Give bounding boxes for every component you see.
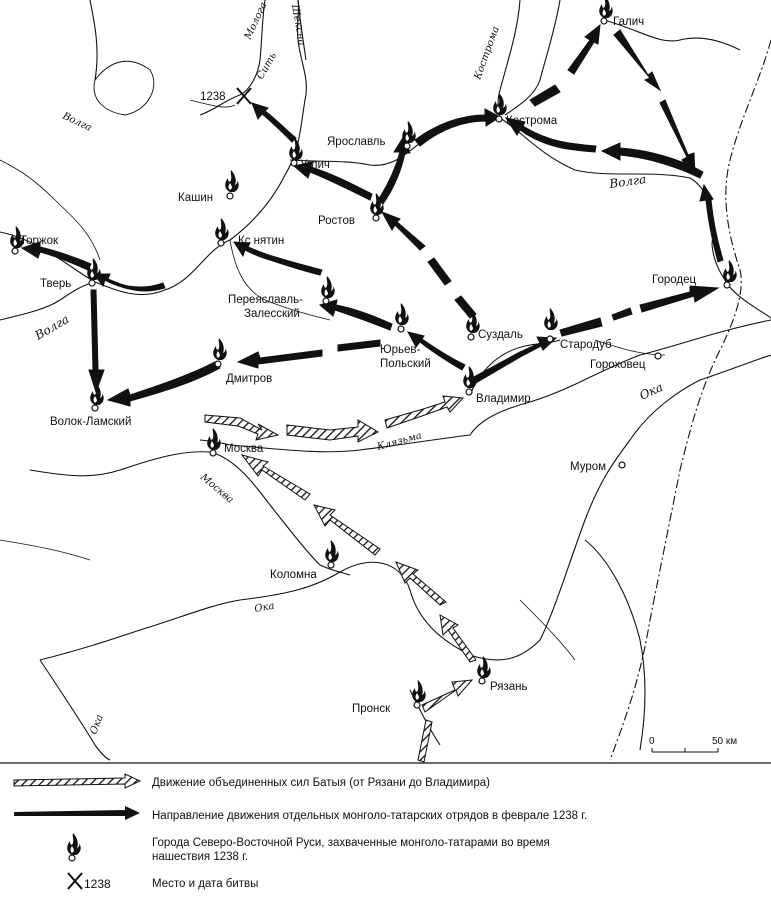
river-label-moskva: Москва	[198, 471, 236, 506]
legend-black-arrow	[14, 806, 140, 820]
city-circle-icon	[328, 562, 334, 568]
city-circle-icon	[92, 405, 98, 411]
city-circle-icon	[227, 193, 233, 199]
arrow-ksnyatin-tver	[94, 274, 165, 291]
fire-icon	[87, 258, 100, 280]
arrow-starodub-gorodets-2	[640, 286, 718, 312]
city-circle-icon	[218, 240, 224, 246]
fire-icon	[412, 680, 425, 702]
city-circle-icon	[89, 280, 95, 286]
river-label-mologa: Молога	[242, 0, 270, 42]
city-circle-icon	[373, 215, 379, 221]
city-circle-icon	[619, 462, 625, 468]
city-label-suzdal: Суздаль	[478, 329, 523, 341]
arrow-suzdal-rostov-3	[382, 212, 425, 250]
legend-item-1: Движение объединенных сил Батыя (от Рязани до Владимира)	[152, 777, 490, 789]
city-label-murom: Муром	[570, 461, 607, 473]
city-label-dmitrov: Дмитров	[226, 373, 273, 385]
hatched-arrow-1	[418, 720, 432, 762]
city-circle-icon	[404, 143, 410, 149]
river-label-kostroma: Кострома	[472, 25, 502, 82]
detachment-routes	[22, 25, 723, 406]
river-label-oka-east: Ока	[637, 379, 666, 403]
city-label-ryazan: Рязань	[490, 681, 528, 693]
city-label-yuryev-1: Юрьев-	[380, 344, 421, 356]
arrow-dmitrov-volok	[108, 362, 220, 406]
fire-icon	[599, 0, 612, 18]
city-circle-icon	[210, 450, 216, 456]
arrow-gorodets-north	[700, 185, 723, 262]
crossed-swords-icon	[68, 873, 82, 889]
crossed-swords-icon	[237, 88, 251, 104]
city-circle-icon	[547, 336, 553, 342]
fire-icon	[402, 121, 415, 143]
river-oka-lower	[40, 660, 110, 760]
fire-icon	[225, 170, 238, 192]
city-label-pereslavl-1: Переяславль-	[228, 294, 303, 306]
river-trib-6	[0, 540, 90, 560]
legend-item-2: Направление движения отдельных монголо-татарских отрядов в феврале 1238 г.	[152, 810, 588, 822]
legend	[0, 763, 771, 891]
city-label-tver: Тверь	[40, 278, 72, 290]
arrow-yaroslavl-kostroma	[415, 109, 500, 146]
legend-item-4: Место и дата битвы	[152, 878, 259, 890]
hatched-arrow-5	[314, 505, 380, 555]
hatched-arrow-6	[242, 455, 310, 500]
arrow-dmitrov-left	[238, 350, 322, 368]
fire-icon	[213, 338, 226, 360]
city-label-ksnyatin: Кс нятин	[238, 235, 285, 247]
hatched-arrow-4	[396, 562, 446, 605]
river-oka	[40, 355, 771, 660]
city-label-vladimir: Владимир	[476, 393, 531, 405]
city-circle-icon	[414, 702, 420, 708]
boundary-line	[610, 40, 771, 760]
river-kostroma-north	[505, 0, 560, 115]
city-label-galich: Галич	[613, 16, 645, 28]
city-label-yuryev-2: Польский	[380, 358, 431, 370]
arrow-suzdal-rostov-2	[428, 258, 451, 285]
battle-year-label: 1238	[200, 91, 226, 103]
legend-hatched-arrow	[14, 774, 140, 788]
arrow-yuryev-dmitrov	[338, 340, 380, 351]
city-circle-icon	[291, 160, 297, 166]
city-circle-icon	[655, 353, 661, 359]
river-label-oka-middle: Ока	[253, 600, 276, 615]
captured-city-markers	[10, 0, 736, 702]
city-label-pronsk: Пронск	[352, 703, 391, 715]
river-oka-branch	[585, 540, 645, 750]
arrow-yuryev-pereslavl	[320, 300, 392, 330]
city-label-uglich: Углич	[300, 159, 330, 171]
city-label-gorodets: Городец	[652, 274, 697, 286]
fire-icon	[493, 93, 506, 115]
river-label-klyazma: Клязьма	[375, 430, 424, 453]
river-labels	[32, 1, 666, 736]
arrow-kostroma-galich-2	[568, 25, 600, 74]
fire-icon	[215, 218, 228, 240]
fire-icon	[207, 428, 220, 450]
river-mologa-west	[90, 0, 97, 80]
city-circle-icon	[12, 248, 18, 254]
river-label-sheksna: Шексна	[289, 3, 308, 47]
river-nerl	[470, 340, 560, 395]
city-label-pereslavl-2: Залесский	[244, 308, 300, 320]
scale-end-label: 50 км	[712, 736, 738, 747]
city-circle-icon	[466, 389, 472, 395]
arrow-vladimir-starodub	[472, 337, 556, 384]
arrow-tver-volok	[89, 290, 104, 392]
city-circle-icon	[398, 326, 404, 332]
fire-icon	[90, 383, 103, 405]
city-label-gorokhovets: Гороховец	[590, 359, 646, 371]
city-circle-icon	[468, 334, 474, 340]
fire-icon	[67, 833, 80, 855]
city-labels	[20, 16, 696, 715]
arrow-kostroma-galich-1	[530, 85, 560, 106]
city-label-kostroma: Кострома	[506, 115, 558, 127]
legend-item-3-line-1: Города Северо-Восточной Руси, захваченные монголо-татарами во время	[152, 837, 550, 849]
scale-bar	[649, 736, 737, 752]
scale-zero-label: 0	[649, 736, 655, 747]
fire-icon	[395, 303, 408, 325]
hatched-arrow-2	[422, 680, 472, 712]
city-label-kashin: Кашин	[178, 192, 214, 204]
river-label-mologa-lake: Волга	[60, 110, 94, 134]
battle-sit	[200, 88, 251, 104]
hatched-arrow-3	[440, 615, 476, 662]
arrow-starodub-gorodets-1	[560, 318, 602, 336]
city-label-yaroslavl: Ярославль	[327, 136, 386, 148]
city-label-starodub: Стародуб	[560, 339, 612, 351]
city-label-torzhok: Торжок	[20, 235, 59, 247]
arrow-uglich-sit	[252, 103, 296, 142]
fire-icon	[544, 308, 557, 330]
fire-icon	[321, 276, 334, 298]
river-mologa-lake	[94, 61, 154, 115]
city-label-moskva: Москва	[224, 443, 264, 455]
river-label-oka-south: Ока	[88, 713, 106, 737]
hatched-arrow-8	[287, 420, 378, 442]
city-label-kolomna: Коломна	[270, 569, 317, 581]
city-circle-icon	[601, 18, 607, 24]
legend-item-4-symbol: 1238	[84, 877, 111, 891]
fire-icon	[325, 540, 338, 562]
city-circle-icon	[496, 116, 502, 122]
river-trib-5	[520, 600, 575, 660]
river-label-volga-east: Волга	[608, 171, 647, 191]
city-circle-icon	[724, 282, 730, 288]
river-label-volga-west: Волга	[32, 312, 72, 343]
hatched-arrow-9	[385, 396, 463, 428]
arrow-starodub-gorodets-3	[612, 308, 632, 320]
city-label-rostov: Ростов	[318, 215, 355, 227]
city-circle-icon	[479, 678, 485, 684]
river-label-sit: Сить	[255, 50, 280, 82]
arrow-galich-south-1	[614, 30, 660, 90]
city-circle-icon	[323, 298, 329, 304]
city-circle-icon	[215, 361, 221, 367]
legend-item-3-line-2: нашествия 1238 г.	[152, 851, 249, 863]
city-label-volok: Волок-Ламский	[50, 416, 132, 428]
fire-icon	[723, 260, 736, 282]
